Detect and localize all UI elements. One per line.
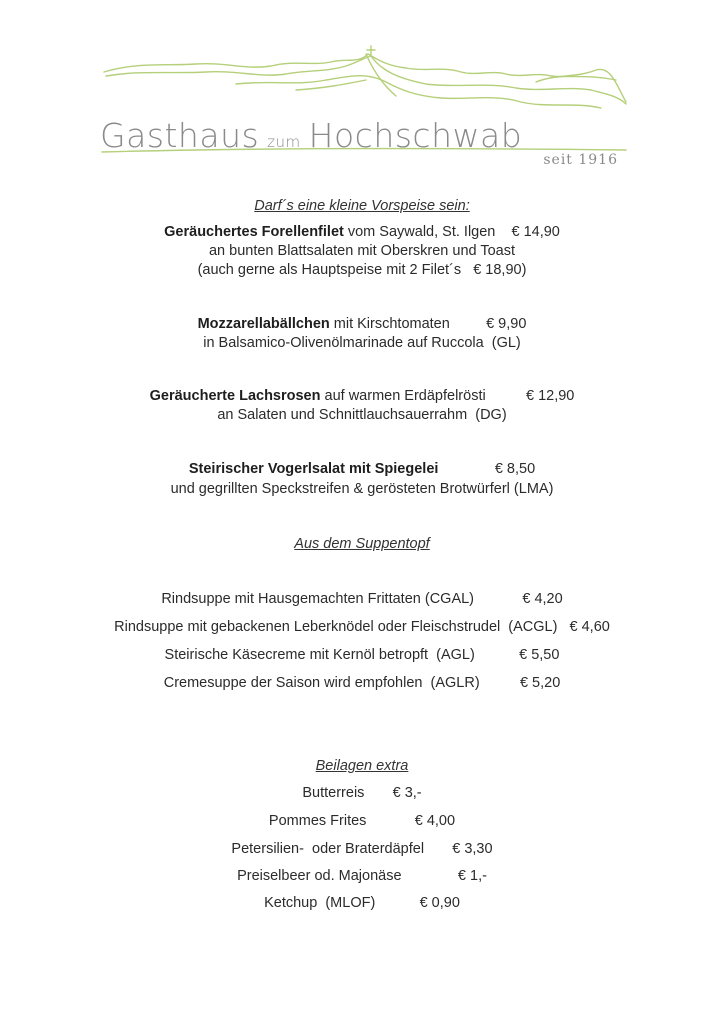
side-item-5: Ketchup (MLOF) € 0,90	[264, 895, 460, 911]
starter-item-1-line3: (auch gerne als Hauptspeise mit 2 Filet´s € 18,90)	[197, 262, 527, 278]
starter-item-1-rest: vom Saywald, St. Ilgen € 14,90	[343, 224, 560, 240]
logo-name-part3: Hochschwab	[308, 116, 523, 155]
starter-item-3-name: Geräucherte Lachsrosen	[149, 388, 321, 404]
starter-item-1-line1	[0, 222, 724, 242]
logo	[96, 44, 632, 174]
starter-item-4-name: Steirischer Vogerlsalat mit Spiegelei	[188, 461, 439, 477]
starter-item-2-name: Mozzarellabällchen	[197, 316, 330, 332]
starter-item-2-rest: mit Kirschtomaten € 9,90	[329, 316, 527, 332]
soup-item-1: Rindsuppe mit Hausgemachten Frittaten (CGAL) € 4,20	[161, 591, 563, 607]
logo-name-part2: zum	[267, 133, 301, 151]
soup-item-3: Steirische Käsecreme mit Kernöl betropft (AGL) € 5,50	[164, 647, 560, 663]
starter-item-3-rest: auf warmen Erdäpfelrösti € 12,90	[320, 388, 575, 404]
soup-item-2: Rindsuppe mit gebackenen Leberknödel oder Fleischstrudel (ACGL) € 4,60	[114, 619, 610, 635]
starter-item-2-line1	[0, 314, 724, 334]
logo-name-part1: Gasthaus	[100, 116, 260, 155]
starter-item-4-line1	[0, 459, 724, 479]
side-item-3: Petersilien- oder Braterdäpfel € 3,30	[231, 841, 493, 857]
sides-heading: Beilagen extra	[315, 758, 409, 774]
starter-item-1-line2: an bunten Blattsalaten mit Oberskren und Toast	[208, 243, 516, 259]
starters-heading: Darf´s eine kleine Vorspeise sein:	[254, 198, 470, 214]
starter-item-1-name: Geräuchertes Forellenfilet	[164, 224, 344, 240]
starter-item-4-rest: € 8,50	[438, 461, 536, 477]
logo-wordmark	[100, 116, 522, 155]
side-item-2: Pommes Frites € 4,00	[268, 813, 456, 829]
soup-item-4: Cremesuppe der Saison wird empfohlen (AGLR) € 5,20	[163, 675, 561, 691]
soups-heading: Aus dem Suppentopf	[294, 536, 430, 552]
starter-item-3-line1	[0, 386, 724, 406]
starter-item-2-line2: in Balsamico-Olivenölmarinade auf Ruccola (GL)	[203, 335, 521, 351]
side-item-4: Preiselbeer od. Majonäse € 1,-	[237, 868, 487, 884]
side-item-1: Butterreis € 3,-	[302, 785, 422, 801]
starter-item-4-line2: und gegrillten Speckstreifen & gerösteten Brotwürferl (LMA)	[170, 481, 554, 497]
starter-item-3-line2: an Salaten und Schnittlauchsauerrahm (DG)	[217, 407, 507, 423]
logo-since: seit 1916	[543, 152, 618, 168]
